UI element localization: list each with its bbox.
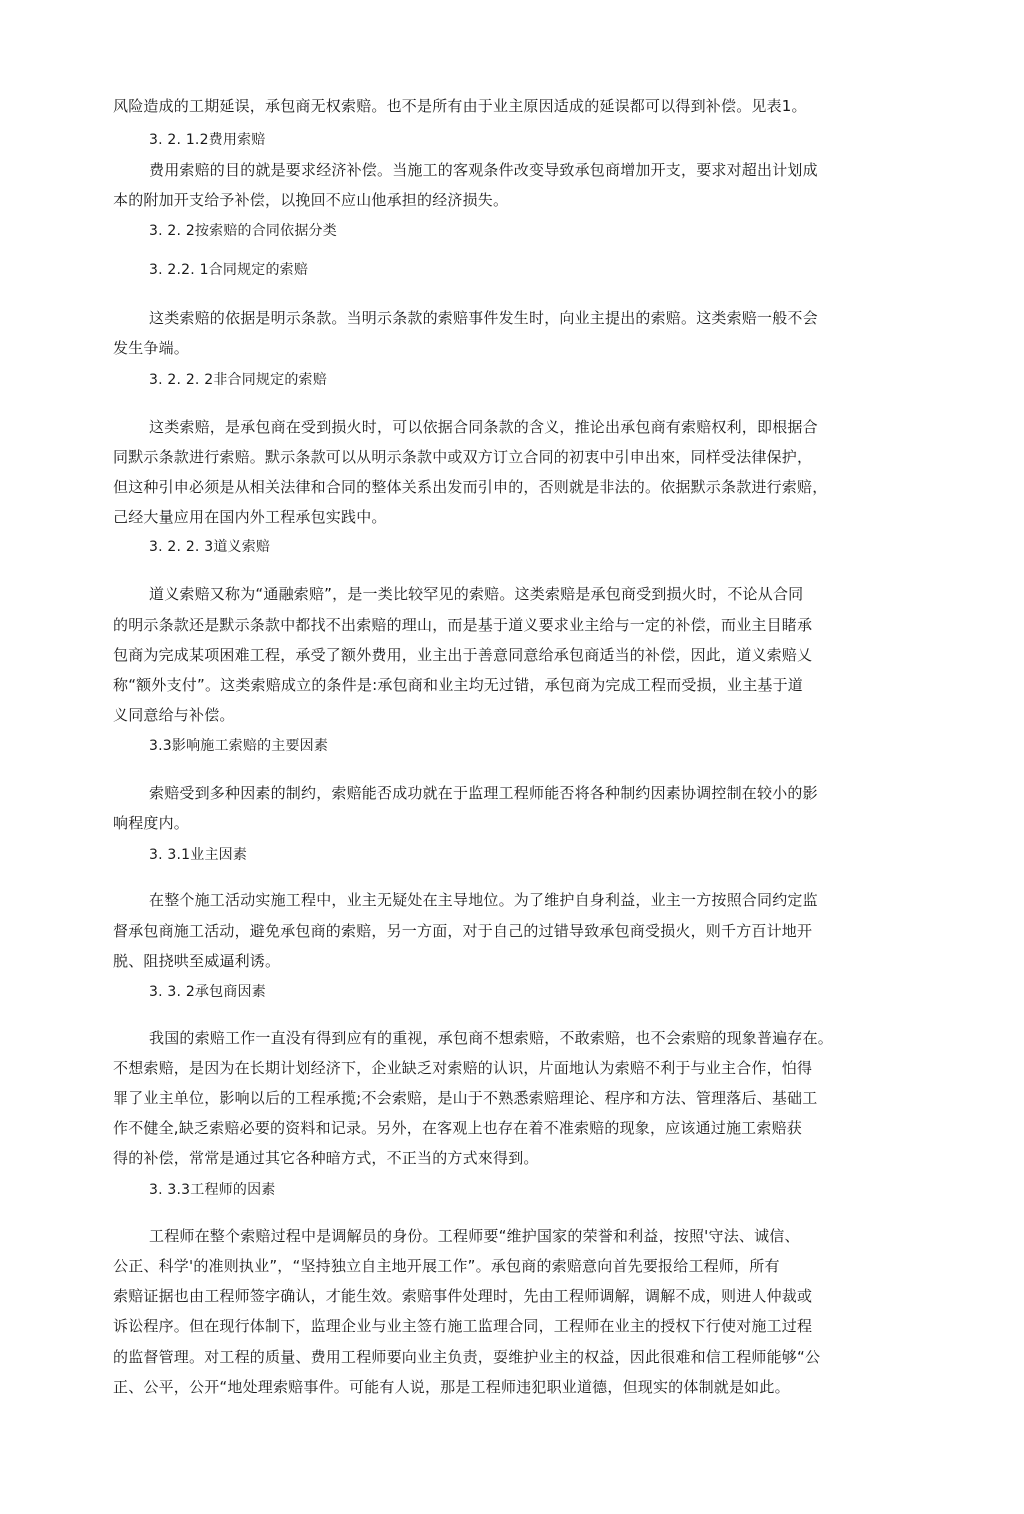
section-heading: 3. 2.2. 1合同规定的索赔: [149, 262, 309, 278]
section-heading: 3. 2. 2. 3道义索赔: [149, 539, 271, 555]
text-line: 发生争端。: [113, 339, 190, 357]
text-line: 本的附加开支给予补偿，以挽回不应山他承担的经济损失。: [113, 191, 509, 209]
section-heading: 3. 2. 1.2费用索赔: [149, 132, 266, 148]
section-heading: 3.3影响施工索赔的主要因素: [149, 738, 329, 754]
text-line: 费用索赔的目的就是要求经济补偿。当施工的客观条件改变导致承包商增加开支，要求对超出计划成: [149, 161, 818, 179]
text-line: 义同意给与补偿。: [113, 706, 235, 724]
text-line: 同默示条款进行索赔。默示条款可以从明示条款中或双方订立合同的初衷中引申出來，同样受法律保护，: [113, 448, 813, 466]
text-line: 督承包商施工活动，避免承包商的索赔，另一方面，对于自己的过错导致承包商受损火，则千方百计地开: [113, 922, 813, 940]
section-heading: 3. 2. 2按索赔的合同依据分类: [149, 223, 337, 239]
text-line: 的监督管理。对工程的质量、费用工程师要向业主负责，耍维护业主的权益，因此很难和信工程师能够“公: [113, 1348, 821, 1366]
text-line: 包商为完成某项困难工程，承受了额外费用，业主出于善意同意给承包商适当的补偿，因此，道义索赔乂: [113, 646, 813, 664]
text-line: 罪了业主单位，影响以后的工程承揽;不会索赔，是山于不熟悉索赔理论、程序和方法、管理落后、基础工: [113, 1089, 818, 1107]
text-line: 道义索赔又称为“通融索赔”，是一类比较罕见的索赔。这类索赔是承包商受到损火时，不论从合同: [149, 585, 804, 603]
text-line: 风险造成的工期延误，承包商无权索赔。也不是所有由于业主原因适成的延误都可以得到补偿。见表1。: [113, 97, 807, 115]
text-line: 脱、阻挠哄至威逼利诱。: [113, 952, 281, 970]
text-line: 不想索赔，是因为在长期计划经济下，企业缺乏对索赔的认识，片面地认为索赔不利于与业主合作，怕得: [113, 1059, 813, 1077]
section-heading: 3. 2. 2. 2非合同规定的索赔: [149, 372, 327, 388]
section-heading: 3. 3. 2承包商因素: [149, 984, 266, 1000]
text-line: 正、公平，公开“地处理索赔事件。可能有人说，那是工程师违犯职业道德，但现实的体制就是如此。: [113, 1378, 790, 1396]
section-heading: 3. 3.1业主因素: [149, 847, 248, 863]
text-line: 索赔证据也由工程师签字确认，才能生效。索赔事件处理时，先由工程师调解，调解不成，则进人仲裁或: [113, 1287, 813, 1305]
text-line: 作不健全,缺乏索赔必要的资料和记录。另外，在客观上也存在着不准索赔的现象，应该通过施工索赔获: [113, 1119, 802, 1137]
text-line: 这类索赔的依据是明示条款。当明示条款的索赔事件发生时，向业主提出的索赔。这类索赔一般不会: [149, 309, 818, 327]
text-line: 工程师在整个索赔过程中是调解员的身份。工程师要“维护国家的荣誉和利益，按照'守法、诚信、: [149, 1227, 800, 1245]
text-line: 但这种引申必须是从相关法律和合同的整体关系出发而引申的，否则就是非法的。依据默示条款进行索赔，: [113, 478, 828, 496]
text-line: 称“额外支付”。这类索赔成立的条件是:承包商和业主均无过错，承包商为完成工程而受损，业主基于道: [113, 676, 804, 694]
text-line: 己经大量应用在国内外工程承包实践中。: [113, 508, 387, 526]
text-line: 得的补偿，常常是通过其它各种暗方式，不正当的方式來得到。: [113, 1149, 539, 1167]
text-line: 响程度内。: [113, 814, 190, 832]
text-line: 的明示条款还是默示条款中都找不出索赔的理山，而是基于道义要求业主给与一定的补偿，而业主目睹承: [113, 616, 813, 634]
text-line: 诉讼程序。但在现行体制下，监理企业与业主签冇施工监理合同，工程师在业主的授权下行使对施工过程: [113, 1317, 813, 1335]
text-line: 索赔受到多种因素的制约，索赔能否成功就在于监理工程师能否将各种制约因素协调控制在较小的影: [149, 784, 818, 802]
text-line: 我国的索赔工作一直没有得到应有的重视，承包商不想索赔，不敢索赔，也不会索赔的现象普遍存在。: [149, 1029, 834, 1047]
section-heading: 3. 3.3工程师的因素: [149, 1182, 276, 1198]
text-line: 这类索赔，是承包商在受到损火时，可以依据合同条款的含义，推论出承包商有索赔权利，即根据合: [149, 418, 818, 436]
text-line: 在整个施工活动实施工程中，业主无疑处在主导地位。为了维护自身利益，业主一方按照合同约定监: [149, 891, 818, 909]
text-line: 公正、科学'的准则执业”，“坚持独立自主地开展工作”。承包商的索赔意向首先要报给工程师，所有: [113, 1257, 780, 1275]
